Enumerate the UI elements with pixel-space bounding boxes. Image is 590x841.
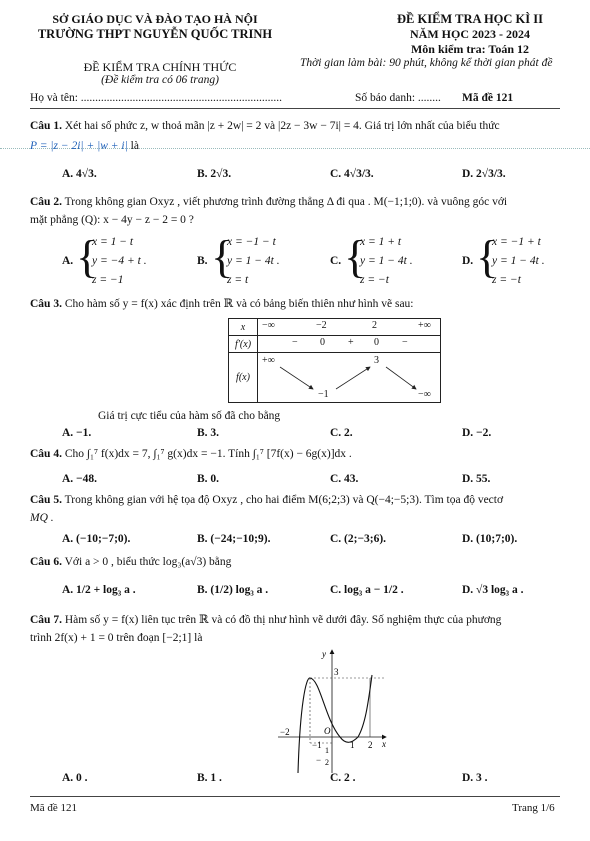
q1-option-a[interactable]: A. 4√3. (62, 168, 97, 180)
q7-option-b[interactable]: B. 1 . (197, 772, 222, 784)
q2-d-line3: z = −t (492, 274, 521, 286)
footer-divider (30, 796, 560, 797)
q7-option-d[interactable]: D. 3 . (462, 772, 488, 784)
question-5 (30, 494, 503, 506)
q2-text: Trong không gian Oxyz , viết phương trình đường thẳng Δ đi qua . M(−1;1;0). và vuông góc với (64, 196, 508, 208)
sbd-field: Số báo danh: ........ (355, 92, 441, 104)
q6-text: Với a > 0 , biểu thức log₃(a√3) bằng (64, 556, 232, 568)
q1-text-end: là (130, 140, 139, 152)
q3-option-a[interactable]: A. −1. (62, 427, 92, 439)
vt-f-0: +∞ (262, 355, 275, 366)
graph-tick-half-den: 2 (325, 758, 329, 767)
q1-option-d[interactable]: D. 2√3/3. (462, 168, 506, 180)
question-4 (30, 448, 352, 460)
vt-fp-4: − (402, 337, 408, 348)
q4-option-d[interactable]: D. 55. (462, 473, 491, 485)
header-divider (30, 108, 560, 109)
question-7 (30, 612, 501, 626)
q1-text: Xét hai số phức z, w thoả mãn |z + 2w| = 2 và |2z − 3w − 7i| = 4. Giá trị lớn nhất của biểu thức (64, 120, 500, 132)
q2-d-brace: { (476, 231, 499, 282)
footer-page: Trang 1/6 (512, 802, 555, 814)
school-year: NĂM HỌC 2023 - 2024 (410, 27, 530, 41)
q2-b-label: B. (197, 255, 208, 267)
q5-option-c[interactable]: C. (2;−3;6). (330, 533, 387, 545)
vt-fp-2: + (348, 337, 354, 348)
vt-fp-1: 0 (320, 337, 325, 348)
q2-label: Câu 2. (30, 196, 62, 208)
q2-b-line1: x = −1 − t (227, 236, 276, 248)
variation-table (228, 318, 441, 403)
pages-note: (Đề kiểm tra có 06 trang) (101, 74, 219, 86)
q5-option-d[interactable]: D. (10;7;0). (462, 533, 518, 545)
q5-text: Trong không gian với hệ tọa độ Oxyz , cho hai điểm M(6;2;3) và Q(−4;−5;3). Tìm tọa độ vectơ (64, 494, 504, 506)
q4-text: Cho ∫₁⁷ f(x)dx = 7, ∫₁⁷ g(x)dx = −1. Tính ∫₁⁷ [7f(x) − 6g(x)]dx . (64, 448, 352, 460)
vt-x-1: −2 (316, 320, 327, 331)
q6-label: Câu 6. (30, 556, 62, 568)
question-1 (30, 120, 500, 132)
vt-x-0: −∞ (262, 320, 275, 331)
q2-a-brace: { (76, 231, 99, 282)
q7-text: Hàm số y = f(x) liên tục trên ℝ và có đồ thị như hình vẽ dưới đây. Số nghiệm thực của phương (64, 614, 502, 626)
q2-a-line1: x = 1 − t (92, 236, 134, 248)
vt-fp-row (258, 336, 441, 353)
official-label: ĐỀ KIỂM TRA CHÍNH THỨC (83, 60, 237, 74)
q2-a-line2: y = −4 + t . (92, 255, 147, 267)
vt-f-row (258, 353, 441, 403)
graph-tick-neg1: −1 (312, 740, 322, 750)
vt-arrows (258, 353, 440, 403)
q7-graph (270, 645, 390, 775)
vt-fp-0: − (292, 337, 298, 348)
school-name: TRƯỜNG THPT NGUYỄN QUỐC TRINH (37, 27, 273, 41)
graph-tick-2: 2 (368, 740, 373, 750)
question-6 (30, 556, 231, 568)
vt-f-2: 3 (374, 355, 379, 366)
q1-expression: P = |z − 2i| + |w + i| (30, 140, 128, 152)
q6-option-d[interactable]: D. √3 log₃ a . (462, 584, 524, 596)
graph-x-axis-label: x (382, 739, 386, 749)
q3-label: Câu 3. (30, 298, 62, 310)
q5-vector: MQ . (30, 512, 54, 524)
q2-a-label: A. (62, 255, 74, 267)
q2-d-line2: y = 1 − 4t . (492, 255, 545, 267)
vt-x-label: x (229, 319, 258, 336)
q3-text: Cho hàm số y = f(x) xác định trên ℝ và có bảng biến thiên như hình vẽ sau: (64, 298, 414, 310)
q4-option-b[interactable]: B. 0. (197, 473, 220, 485)
exam-title: ĐỀ KIỂM TRA HỌC KÌ II (397, 12, 543, 26)
vt-f-label: f(x) (229, 353, 258, 403)
q3-option-b[interactable]: B. 3. (197, 427, 220, 439)
graph-tick-3: 3 (334, 667, 339, 677)
q1-option-c[interactable]: C. 4√3/3. (330, 168, 374, 180)
q7-option-a[interactable]: A. 0 . (62, 772, 88, 784)
q5-label: Câu 5. (30, 494, 62, 506)
q7-option-c[interactable]: C. 2 . (330, 772, 356, 784)
q3-option-c[interactable]: C. 2. (330, 427, 353, 439)
footer-code: Mã đề 121 (30, 802, 78, 814)
q6-option-a[interactable]: A. 1/2 + log₃ a . (62, 584, 136, 596)
q5-option-a[interactable]: A. (−10;−7;0). (62, 533, 131, 545)
q4-option-a[interactable]: A. −48. (62, 473, 97, 485)
q2-c-label: C. (330, 255, 342, 267)
q2-a-line3: z = −1 (92, 274, 124, 286)
graph-tick-1: 1 (350, 740, 355, 750)
vt-fp-label: f′(x) (229, 336, 258, 353)
name-field: Họ và tên: ...................................................................... (30, 92, 283, 104)
vt-x-row (258, 319, 441, 336)
graph-tick-half-sign: − (316, 755, 322, 765)
vt-fp-3: 0 (374, 337, 379, 348)
q3-option-d[interactable]: D. −2. (462, 427, 492, 439)
q2-text-2: mặt phẳng (Q): x − 4y − z − 2 = 0 ? (30, 214, 194, 226)
vt-x-2: 2 (372, 320, 377, 331)
q6-option-b[interactable]: B. (1/2) log₃ a . (197, 584, 269, 596)
q2-c-line1: x = 1 + t (360, 236, 402, 248)
q2-c-brace: { (344, 231, 367, 282)
graph-y-axis-label: y (322, 649, 326, 659)
q2-c-line2: y = 1 − 4t . (360, 255, 413, 267)
q1-label: Câu 1. (30, 120, 62, 132)
graph-origin-label: O (324, 726, 331, 736)
exam-code: Mã đề 121 (462, 92, 514, 104)
vt-x-3: +∞ (418, 320, 431, 331)
question-3 (30, 296, 414, 310)
q6-option-c[interactable]: C. log₃ a − 1/2 . (330, 584, 404, 596)
q2-b-line2: y = 1 − 4t . (227, 255, 280, 267)
department-name: SỞ GIÁO DỤC VÀ ĐÀO TẠO HÀ NỘI (52, 12, 258, 26)
q2-b-brace: { (211, 231, 234, 282)
q2-d-label: D. (462, 255, 474, 267)
q3-question: Giá trị cực tiểu của hàm số đã cho bằng (98, 410, 281, 422)
vt-f-3: −∞ (418, 389, 431, 400)
q7-text-2: trình 2f(x) + 1 = 0 trên đoạn [−2;1] là (30, 632, 203, 644)
time-limit: Thời gian làm bài: 90 phút, không kể thời gian phát đề (300, 57, 553, 69)
q5-option-b[interactable]: B. (−24;−10;9). (197, 533, 271, 545)
q7-label: Câu 7. (30, 614, 62, 626)
q4-label: Câu 4. (30, 448, 62, 460)
question-2 (30, 196, 507, 208)
vt-f-1: −1 (318, 389, 329, 400)
q2-c-line3: z = −t (360, 274, 389, 286)
subject: Môn kiểm tra: Toán 12 (410, 42, 529, 56)
graph-tick-half-num: 1 (325, 746, 329, 755)
graph-tick-neg2: −2 (280, 727, 290, 737)
q1-option-b[interactable]: B. 2√3. (197, 168, 232, 180)
q2-b-line3: z = t (227, 274, 249, 286)
q4-option-c[interactable]: C. 43. (330, 473, 359, 485)
q2-d-line1: x = −1 + t (492, 236, 541, 248)
q1-text-2 (30, 140, 139, 152)
